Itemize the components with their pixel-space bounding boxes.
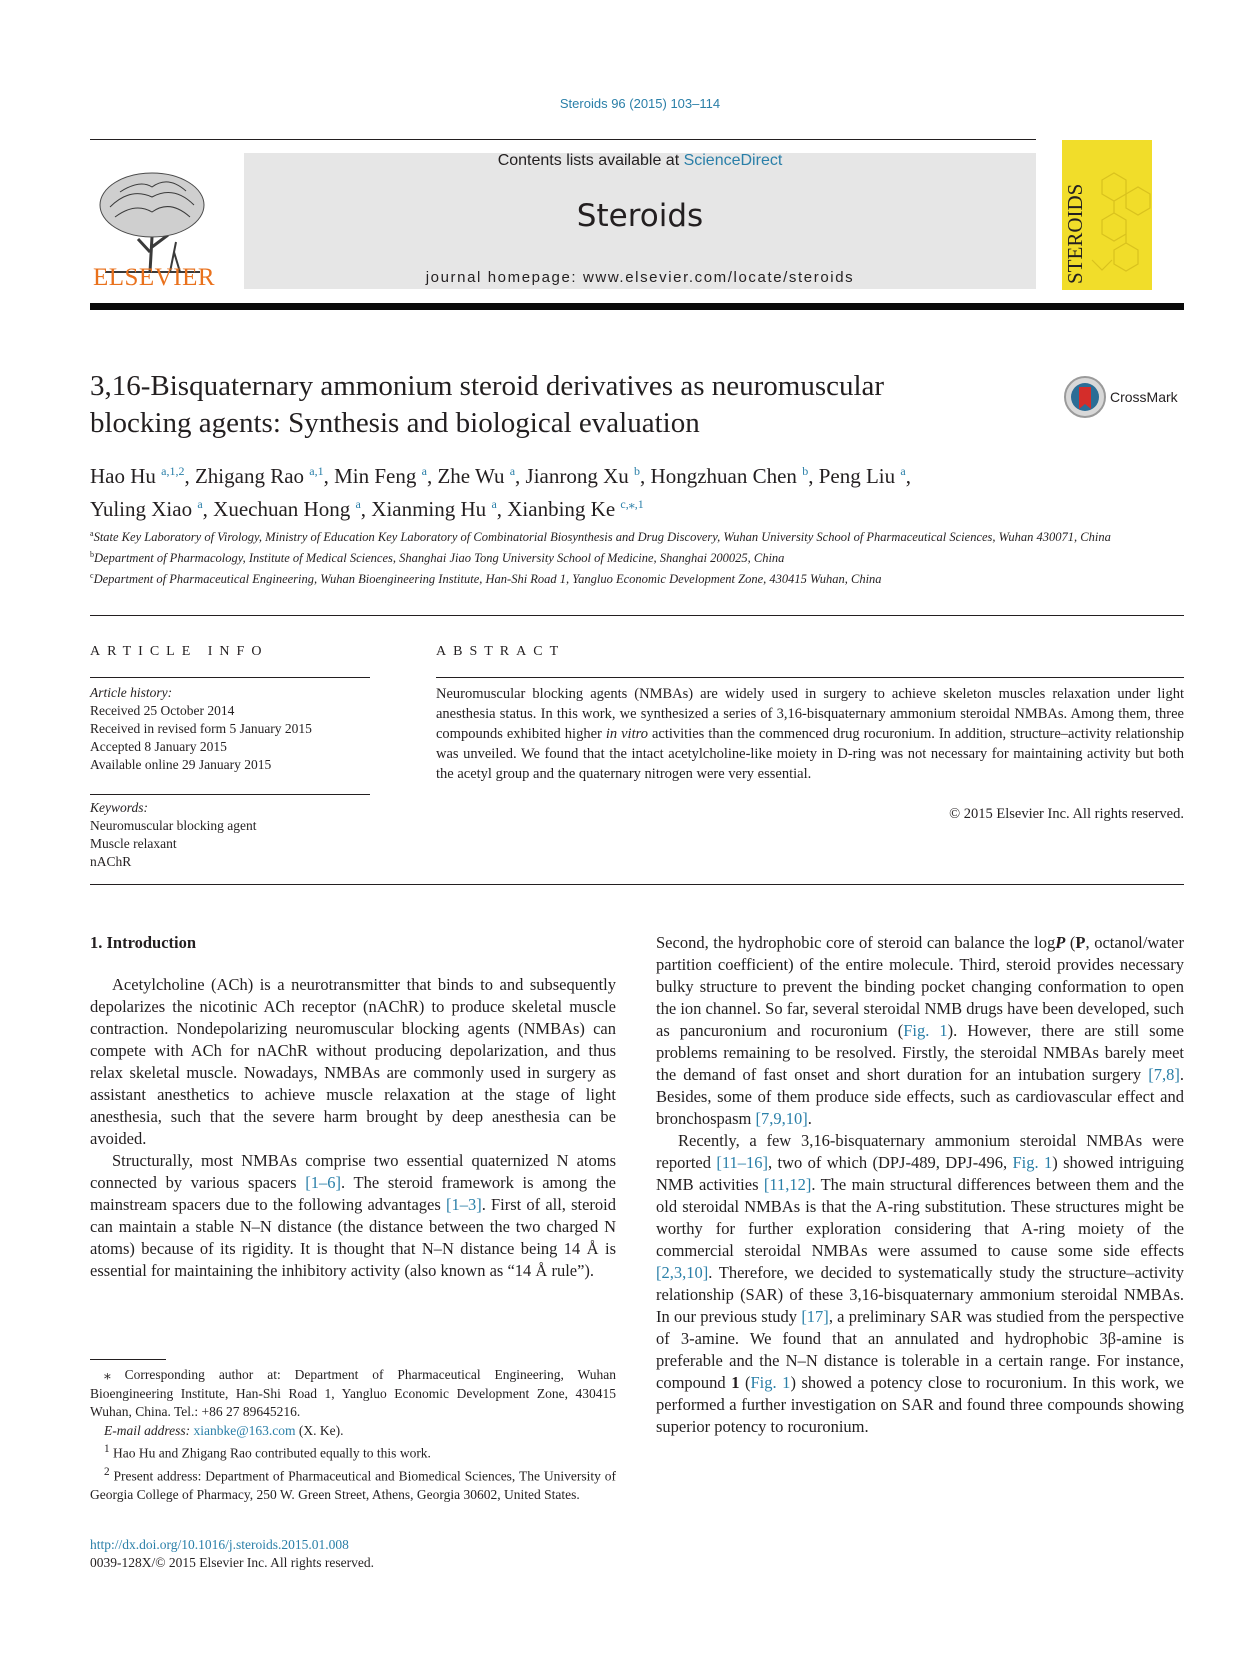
abstract-text: Neuromuscular blocking agents (NMBAs) are widely used in surgery to achieve skeleton muscles relaxation under light anesthesia status. In this work, we synthesized a series of 3,16-bisquaternary ammonium steroidal NMBAs. Among them, three compounds exhibited higher in vitro activities than the commenced drug rocuronium. In addition, structure–activity relationship was unveiled. We found that the intact acetylcholine-like moiety in D-ring was not necessary for maintaining activity but both the acetyl group and the quaternary nitrogen were very essential. — [436, 686, 1184, 782]
article-info-heading: ARTICLE INFO — [90, 644, 269, 659]
author — [437, 464, 515, 488]
citation-link[interactable]: [2,3,10] — [656, 1263, 709, 1282]
author-affiliation-marker[interactable]: b — [634, 464, 641, 478]
author-name: Yuling Xiao — [90, 497, 193, 521]
abstract-heading: ABSTRACT — [436, 644, 566, 659]
keyword: Muscle relaxant — [90, 836, 177, 851]
cover-title — [1063, 140, 1087, 290]
crossmark-label[interactable]: CrossMark — [1110, 389, 1178, 405]
author — [819, 464, 906, 488]
body-rule — [90, 884, 1184, 885]
abstract-rule — [436, 677, 1184, 678]
author-affiliation-marker[interactable]: a — [197, 497, 203, 511]
history-item: Received 25 October 2014 — [90, 703, 235, 718]
citation-link[interactable]: [11,12] — [763, 1175, 812, 1194]
citation-link[interactable]: [17] — [801, 1307, 829, 1326]
author — [334, 464, 427, 488]
author-list: Hao Hu $^{a,1,2}$, Zhigang Rao $^{a,1}$, Min Feng $^a$, Zhe Wu $^a$, Jianrong Xu $^b$, Hongzhuan Chen $^b$, Peng Liu $^a$, Yuling Xiao $^a$, Xuechuan Hong $^a$, Xianming Hu $^a$, Xianbing Ke $^{c,⁎,1}$ — [90, 464, 911, 521]
article-info-rule — [90, 677, 370, 678]
figure-link[interactable]: Fig. 1 — [903, 1021, 948, 1040]
paragraph: Second, the hydrophobic core of steroid can balance the logP (P, octanol/water partition coefficient) of the entire molecule. Third, steroid provides necessary bulky structure to prevent the binding pocket changing conformation to open the ion channel. So far, several steroidal NMB drugs have been developed, such as pancuronium and rocuronium (Fig. 1). However, there are still some problems remaining to be resolved. Firstly, the steroidal NMBAs barely meet the demand of fast onset and short duration for an intubation surgery [7,8]. Besides, some of them produce side effects, such as cardiovascular effect and bronchospasm [7,9,10]. — [656, 933, 1185, 1128]
email-link[interactable]: xianbke@163.com — [193, 1422, 296, 1438]
article-history: Article history: Received 25 October 2014 Received in revised form 5 January 2015 Accepted 8 January 2015 Available online 29 January 2015 — [90, 684, 370, 774]
paragraph: Recently, a few 3,16-bisquaternary ammonium steroidal NMBAs were reported [11–16], two of which (DPJ-489, DPJ-496, Fig. 1) showed intriguing NMB activities [11,12]. The main structural differences between them and the old steroidal NMBAs is that the A-ring substitution. These structures might be worthy for further exploration considering that A-ring moiety of the commercial steroidal NMBAs were assumed to cause some side effects [2,3,10]. Therefore, we decided to systematically study the structure–activity relationship (SAR) of these 3,16-bisquaternary ammonium steroidal NMBAs. In our previous study [17], a preliminary SAR was studied from the perspective of 3-amine. We found that an annulated and hydrophobic 3β-amine is preferable and the N–N distance is tolerable in a certain range. For instance, compound 1 (Fig. 1) showed a potency close to rocuronium. In this work, we performed a further investigation on SAR and found three compounds showing superior potency to rocuronium. — [656, 1131, 1185, 1436]
citation-link[interactable]: [1–6] — [305, 1173, 342, 1192]
affiliations: $^a$State Key Laboratory of Virology, Ministry of Education Key Laboratory of Combinatorial Biosynthesis and Drug Discovery, Wuhan University School of Pharmaceutical Sciences, Wuhan 430071, China $^b$Department of Pharmacology, Institute of Medical Sciences, Shanghai Jiao Tong University School of Medicine, Shanghai 200025, China $^c$Department of Pharmaceutical Engineering, Wuhan Bioengineering Institute, Han-Shi Road 1, Yangluo Economic Development Zone, 430415 Wuhan, China — [90, 529, 1111, 587]
author-name: Jianrong Xu — [525, 464, 629, 488]
journal-citation[interactable]: Steroids 96 (2015) 103–114 — [559, 96, 721, 111]
author — [90, 464, 184, 488]
journal-homepage[interactable]: journal homepage: www.elsevier.com/locate/steroids — [425, 269, 855, 286]
history-item: Accepted 8 January 2015 — [90, 739, 227, 754]
author-affiliation-marker[interactable]: a — [509, 464, 516, 478]
paragraph: Acetylcholine (ACh) is a neurotransmitter that binds to and subsequently depolarizes the nicotinic ACh receptor (nAChR) to produce skeletal muscle contraction. Nondepolarizing neuromuscular blocking agents (NMBAs) can compete with ACh for nAChR without producing depolarization, and thus relax skeletal muscle. Nowadays, NMBAs are commonly used in surgery as assistant anesthetics to achieve muscle relaxation at the stage of light anesthesia, such that the severe harm brought by deep anesthesia can be avoided. — [90, 975, 616, 1148]
author — [507, 497, 643, 521]
footnote-corresponding: ⁎ Corresponding author at: Department of Pharmaceutical Engineering, Wuhan Bioengineering Institute, Han-Shi Road 1, Yangluo Economic Development Zone, 430415 Wuhan, China. Tel.: +86 27 89645216. — [90, 1367, 616, 1419]
author-name: Xianming Hu — [371, 497, 487, 521]
figure-link[interactable]: Fig. 1 — [750, 1373, 791, 1392]
footnote-2: $^2$ Present address: Department of Pharmaceutical and Biomedical Sciences, The University of Georgia College of Pharmacy, 250 W. Green Street, Athens, Georgia 30602, United States. — [90, 1466, 616, 1502]
history-item: Available online 29 January 2015 — [90, 757, 272, 772]
footnote-email: E-mail address: xianbke@163.com (X. Ke). — [104, 1422, 344, 1438]
citation-link[interactable]: [7,8] — [1148, 1065, 1180, 1084]
author — [195, 464, 324, 488]
keyword: nAChR — [90, 854, 132, 869]
author-affiliation-marker[interactable]: b — [802, 464, 809, 478]
issn-line: 0039-128X/© 2015 Elsevier Inc. All rights reserved. — [90, 1555, 374, 1570]
author — [90, 497, 203, 521]
author-name: Min Feng — [334, 464, 417, 488]
body-column-right — [656, 932, 1184, 1438]
crossmark-icon[interactable] — [1063, 375, 1107, 419]
author-name: Hao Hu — [90, 464, 156, 488]
author-affiliation-marker[interactable]: a,1,2 — [161, 464, 185, 478]
author — [651, 464, 809, 488]
author-affiliation-marker[interactable]: a — [491, 497, 497, 511]
footnotes — [90, 1366, 616, 1505]
paragraph: Structurally, most NMBAs comprise two essential quaternized N atoms connected by various spacers [1–6]. The steroid framework is among the mainstream spacers due to the following advantages [1–3]. First of all, steroid can maintain a stable N–N distance (the distance between the two charged N atoms) because of its rigidity. It is thought that N–N distance being 14 Å is essential for maintaining the inhibitory activity (also known as “14 Å rule”). — [90, 1151, 617, 1280]
footnote-1: $^1$ Hao Hu and Zhigang Rao contributed equally to this work. — [104, 1443, 431, 1461]
author-name: Hongzhuan Chen — [650, 464, 797, 488]
author-affiliation-marker[interactable]: a — [421, 464, 427, 478]
keywords-rule — [90, 794, 370, 795]
sciencedirect-link[interactable]: ScienceDirect — [683, 152, 783, 169]
author — [371, 497, 496, 521]
author-affiliation-marker[interactable]: a — [355, 497, 361, 511]
author-name: Zhigang Rao — [194, 464, 305, 488]
header-rule — [90, 139, 1036, 140]
citation-link[interactable]: [7,9,10] — [755, 1109, 808, 1128]
keywords: Keywords: Neuromuscular blocking agent Muscle relaxant nAChR — [90, 799, 370, 871]
figure-link[interactable]: Fig. 1 — [1012, 1153, 1053, 1172]
author-affiliation-marker[interactable]: c,⁎,1 — [620, 497, 644, 511]
section-rule — [90, 615, 1184, 616]
citation-link[interactable]: [11–16] — [716, 1153, 768, 1172]
author-name: Xuechuan Hong — [213, 497, 351, 521]
article-title: 3,16-Bisquaternary ammonium steroid derivatives as neuromuscular blocking agents: Synthesis and biological evaluation — [90, 370, 885, 439]
journal-name: Steroids — [576, 198, 704, 234]
elsevier-wordmark: ELSEVIER — [92, 264, 216, 291]
svg-text:STEROIDS: STEROIDS — [1063, 183, 1087, 284]
author-name: Peng Liu — [818, 464, 896, 488]
section-heading: 1. Introduction — [90, 933, 197, 952]
abstract-copyright: © 2015 Elsevier Inc. All rights reserved. — [949, 806, 1184, 822]
author-affiliation-marker[interactable]: a — [900, 464, 906, 478]
keyword: Neuromuscular blocking agent — [90, 818, 257, 833]
footnote-rule — [90, 1359, 166, 1360]
author — [213, 497, 361, 521]
author-name: Xianbing Ke — [507, 497, 616, 521]
contents-line: Contents lists available at ScienceDirect — [497, 152, 783, 169]
header-thick-rule — [90, 303, 1184, 310]
author-affiliation-marker[interactable]: a,1 — [309, 464, 324, 478]
author-name: Zhe Wu — [437, 464, 505, 488]
history-item: Received in revised form 5 January 2015 — [90, 721, 312, 736]
body-column-left — [90, 932, 616, 1282]
author — [526, 464, 641, 488]
doi-link[interactable]: http://dx.doi.org/10.1016/j.steroids.2015.01.008 — [90, 1537, 349, 1552]
citation-link[interactable]: [1–3] — [445, 1195, 482, 1214]
